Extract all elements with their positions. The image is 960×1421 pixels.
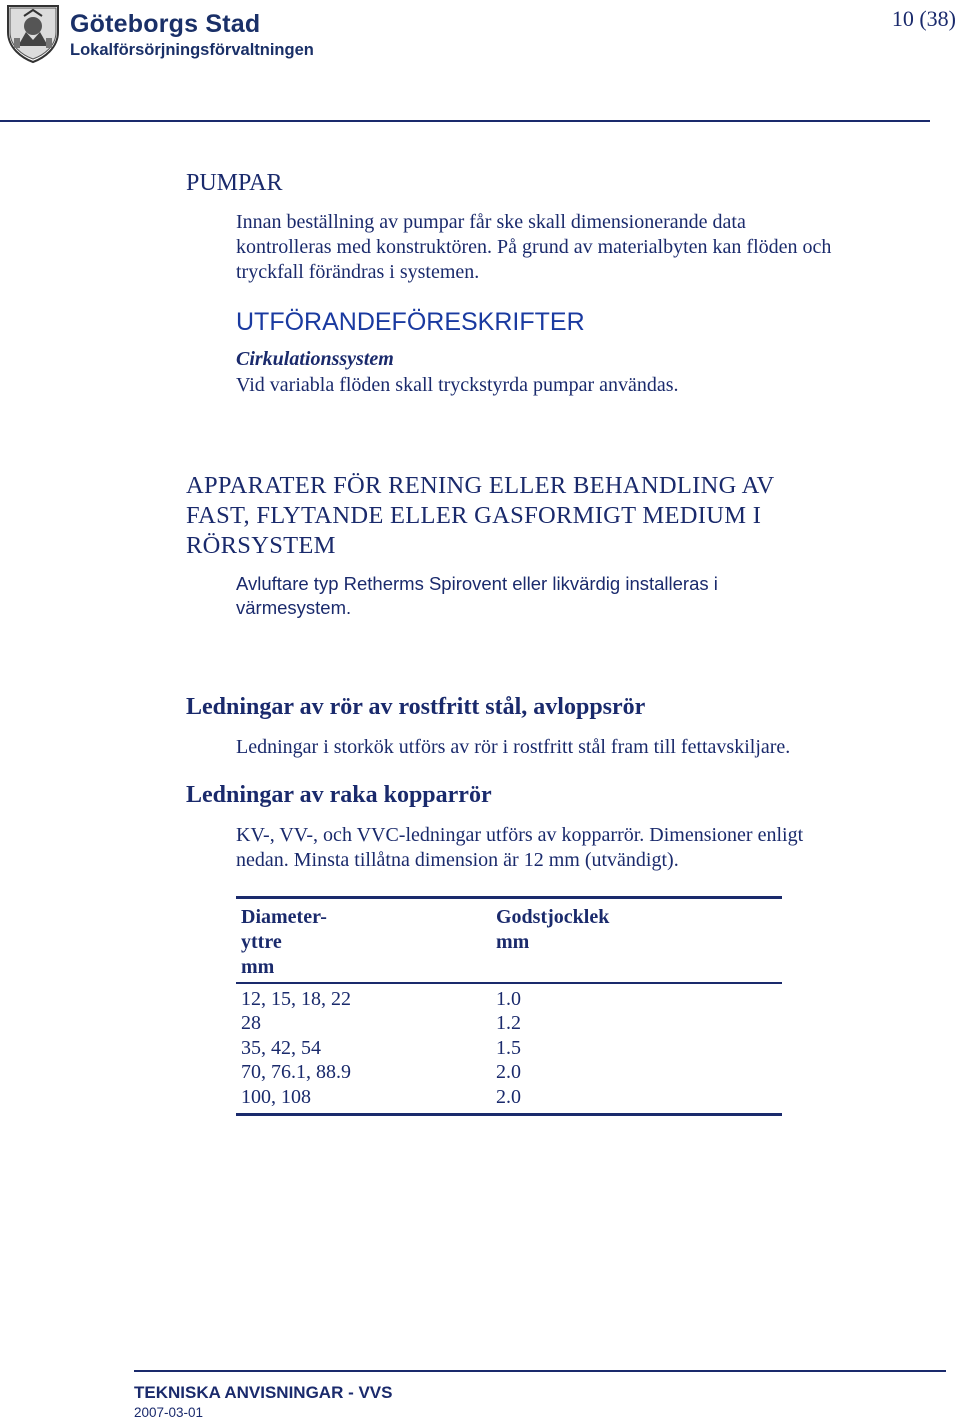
footer-title: TEKNISKA ANVISNINGAR - VVS bbox=[134, 1383, 393, 1402]
section-title-apparater bbox=[186, 471, 774, 561]
table-cell-diameter: 35, 42, 54 bbox=[241, 1036, 321, 1059]
apparater-text-line: Avluftare typ Retherms Spirovent eller likvärdig installeras i bbox=[236, 573, 718, 594]
header-line: mm bbox=[496, 931, 530, 953]
table-row bbox=[236, 987, 782, 1012]
pumpar-intro bbox=[236, 210, 831, 285]
table-bottom-rule bbox=[236, 1113, 782, 1116]
table-row bbox=[236, 1085, 782, 1110]
table-row bbox=[236, 1036, 782, 1061]
table-row bbox=[236, 1061, 782, 1086]
subheading-utforandeforeskrifter: UTFÖRANDEFÖRESKRIFTER bbox=[236, 308, 585, 336]
table-cell-diameter: 70, 76.1, 88.9 bbox=[241, 1061, 351, 1084]
section-title-pumpar: PUMPAR bbox=[186, 170, 283, 196]
table-header-row bbox=[236, 899, 782, 982]
apparater-text-line: värmesystem. bbox=[236, 597, 352, 618]
sub-label-cirkulationssystem: Cirkulationssystem bbox=[236, 348, 394, 370]
footer-date: 2007-03-01 bbox=[134, 1405, 204, 1420]
koppar-text-line: nedan. Minsta tillåtna dimension är 12 mm (utvändigt). bbox=[236, 849, 679, 871]
koppar-text-line: KV-, VV-, och VVC-ledningar utförs av kopparrör. Dimensioner enligt bbox=[236, 824, 804, 846]
table-cell-diameter: 28 bbox=[241, 1012, 261, 1035]
page-number: 10 (38) bbox=[891, 6, 956, 31]
apparater-title-line: APPARATER FÖR RENING ELLER BEHANDLING AV bbox=[186, 472, 775, 499]
header-line: yttre bbox=[241, 931, 282, 953]
table-cell-diameter: 100, 108 bbox=[241, 1085, 311, 1108]
header-line: Diameter- bbox=[241, 906, 327, 928]
goteborg-coat-of-arms-icon bbox=[4, 2, 62, 64]
table-cell-thickness: 2.0 bbox=[496, 1061, 521, 1084]
table-header-godstjocklek bbox=[496, 905, 782, 980]
rostfritt-text: Ledningar i storkök utförs av rör i rostfritt stål fram till fettavskiljare. bbox=[236, 736, 791, 758]
organization-name: Göteborgs Stad bbox=[70, 10, 261, 38]
dimension-table bbox=[236, 896, 782, 1116]
apparater-text bbox=[236, 572, 718, 620]
section-title-koppar: Ledningar av raka kopparrör bbox=[186, 782, 492, 808]
header-line: mm bbox=[241, 956, 275, 978]
pumpar-intro-line: Innan beställning av pumpar får ske skall dimensionerande data bbox=[236, 211, 746, 233]
footer-divider bbox=[134, 1370, 946, 1372]
table-cell-diameter: 12, 15, 18, 22 bbox=[241, 987, 351, 1010]
koppar-text bbox=[236, 823, 803, 873]
section-title-rostfritt: Ledningar av rör av rostfritt stål, avloppsrör bbox=[186, 694, 646, 720]
table-header-rule bbox=[236, 982, 782, 984]
table-cell-thickness: 1.5 bbox=[496, 1036, 521, 1059]
organization-subtitle: Lokalförsörjningsförvaltningen bbox=[70, 41, 314, 59]
table-cell-thickness: 1.0 bbox=[496, 987, 521, 1010]
cirkulation-text: Vid variabla flöden skall tryckstyrda pumpar användas. bbox=[236, 374, 679, 396]
apparater-title-line: RÖRSYSTEM bbox=[186, 532, 336, 559]
apparater-title-line: FAST, FLYTANDE ELLER GASFORMIGT MEDIUM I bbox=[186, 502, 762, 529]
table-row bbox=[236, 1012, 782, 1037]
pumpar-intro-line: tryckfall förändras i systemen. bbox=[236, 261, 480, 283]
pumpar-intro-line: kontrolleras med konstruktören. På grund av materialbyten kan flöden och bbox=[236, 236, 832, 258]
table-cell-thickness: 2.0 bbox=[496, 1085, 521, 1108]
table-cell-thickness: 1.2 bbox=[496, 1012, 521, 1035]
header-line: Godstjocklek bbox=[496, 906, 610, 928]
header-divider bbox=[0, 120, 930, 122]
table-header-diameter bbox=[236, 905, 496, 980]
